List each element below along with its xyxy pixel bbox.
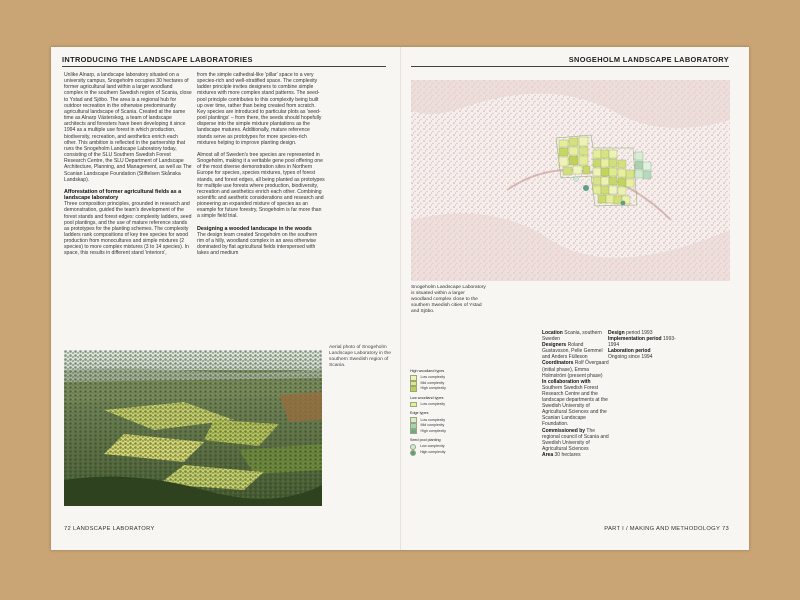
map-legend	[410, 369, 490, 459]
implementation-period-label: Implementation period	[608, 336, 662, 343]
legend-group-title: High woodland types	[410, 369, 445, 373]
legend-item-label: Low complexity	[420, 417, 446, 422]
collaboration-value: Southern Swedish Forest Research Centre and the landscape departments at the Swedish University of Agricultural Sciences and the Scanian Landscape Foundation.	[542, 384, 608, 428]
implementation-period-value: 1993-1994	[608, 336, 676, 349]
designers-label: Designers	[542, 342, 567, 349]
legend-group	[410, 438, 490, 455]
coordinators-label: Coordinators	[542, 360, 574, 367]
legend-item-label: Mid complexity	[420, 423, 445, 428]
left-page-footer: 72 LANDSCAPE LABORATORY	[64, 526, 155, 532]
area-value: 30 hectares	[554, 451, 581, 458]
header-rule-right	[411, 66, 729, 67]
project-periods	[608, 330, 678, 360]
page-fold	[400, 47, 401, 550]
site-map	[411, 80, 730, 281]
legend-item	[410, 386, 490, 392]
header-rule-left	[62, 66, 386, 67]
designers-value: Roland Gustavsson, Pelle Gemmel and Anders Fülleson	[542, 342, 603, 361]
text-column-1	[64, 72, 192, 263]
laboration-period-value: Ongoing since 1994	[608, 354, 653, 361]
text-column-2	[197, 72, 325, 256]
area-label: Area	[542, 451, 554, 458]
legend-item-label: Low complexity	[420, 402, 446, 407]
aerial-photo	[64, 350, 322, 506]
commissioned-label: Commissioned by	[542, 427, 586, 434]
legend-item-label: Low complexity	[420, 375, 446, 380]
right-page-header: SNOGEHOLM LANDSCAPE LABORATORY	[568, 55, 729, 64]
legend-group-title: Seed pool planting	[410, 438, 441, 443]
legend-item-label: Mid complexity	[420, 380, 445, 385]
book-spread	[51, 47, 749, 550]
project-credits	[542, 330, 612, 458]
paragraph: The design team created Snogeholm on the southern rim of a hilly, woodland complex in an area otherwise dominated by flat agricultural fields interspersed with lakes and medium	[197, 231, 318, 257]
location-label: Location	[542, 330, 563, 336]
design-period-label: Design	[608, 330, 625, 336]
collaboration-label: In collaboration with	[542, 378, 591, 385]
legend-circle-swatch	[410, 450, 416, 456]
coordinators-value: Rolf Övergaard (initial phase), Emma Holmström (present phase)	[542, 360, 609, 379]
map-caption: Snogeholm Landscape Laboratory is situated within a larger woodland complex close to the southern Swedish cities of Ystad and Sjöbo.	[411, 285, 486, 314]
legend-item-label: High complexity	[420, 386, 446, 391]
legend-group-title: Low woodland types	[410, 395, 444, 400]
legend-item	[410, 450, 490, 456]
legend-item-label: Low complexity	[420, 444, 445, 449]
right-page-footer: PART I / MAKING AND METHODOLOGY 73	[604, 526, 729, 532]
legend-swatch	[410, 402, 417, 408]
laboration-period-label: Laboration period	[608, 348, 651, 355]
legend-group	[410, 411, 490, 434]
left-page-header: INTRODUCING THE LANDSCAPE LABORATORIES	[62, 55, 253, 64]
legend-item-label: High complexity	[420, 450, 446, 455]
legend-group	[410, 369, 490, 392]
section-heading: Afforestation of former agricultural fields as a landscape laboratory	[64, 188, 182, 202]
legend-group-title: Edge types	[410, 411, 429, 416]
location-value: Scania, southern Sweden	[542, 330, 602, 343]
legend-item	[410, 402, 490, 408]
design-period-value: period 1993	[626, 330, 653, 336]
paragraph: Unlike Alnarp, a landscape laboratory situated on a university campus, Snogeholm occupies 30 hectares of former agricultural land within a larger woodland complex in the southern Swedish region of Scania, close to Ystad and Sjöbo. The area is a regional hub for outdoor recreation in the otherwise predominantly agricultural landscape of Scania. Created at the same time as Alnarp Västerskog, a team of landscape architects and foresters have been developing it since 1994 as a multiple use forest in which production, biodiversity, recreation, and aesthetics enrich each other. This ambition is reflected in the partnership that runs the Snogeholm Landscape Laboratory today, consisting of the SLU Southern Swedish Forest Research Centre, the SLU Department of Landscape Architecture, Planning, and Management, as well as The Scanian Landscape Foundation (Stiftelsen Skånska Landskap).	[64, 72, 192, 183]
legend-swatch	[410, 386, 417, 392]
legend-group	[410, 396, 490, 408]
paragraph: Three composition principles, grounded in research and demonstration, guided the team's development of the forest stands and forest edges: complexity ladders, seed pool plantings, and the use of mature reference stands as prototypes for the planting schemes. The complexity ladders rank compositions of key tree species for wood production from monocultures and simple mixtures (2 species) to more complex mixtures (3 to 14 species). In space, this results in different stand 'interiors',	[64, 201, 192, 257]
legend-swatch	[410, 429, 417, 435]
legend-item-label: High complexity	[420, 428, 446, 433]
paragraph: Almost all of Sweden's tree species are represented in Snogeholm, making it a veritable gene pool offering one of the most diverse demonstration sites in Northern Europe for species, species mixtures, types of forest stands, and forest edges, all being planted as prototypes for multiple use forests where production, biodiversity, recreation and aesthetics enrich each other. Combining scientific and aesthetic considerations and research and pioneering an expanded mixture of species as an example for future forestry, Snogeholm is far more than a simple field trial.	[197, 151, 325, 220]
photo-caption: Aerial photo of Snogeholm Landscape Laboratory in the southern Swedish region of Scania.	[329, 345, 391, 368]
section-heading: Designing a wooded landscape in the woods	[197, 225, 312, 232]
commissioned-value: The regional council of Scania and Swedish University of Agricultural Sciences	[542, 427, 609, 452]
paragraph: from the simple cathedral-like 'pillar' space to a very species-rich and well-stratified space. The complexity ladder principle invites designers to combine simple mixtures with more complex stand patterns. The seed-pool principle contributes to this complexity being built up over time, rather than being created from scratch. Key species are introduced to particular plots as 'seed-pool plantings' – from there, the seeds should hopefully disperse into the simple mixture plantations as the landscape matures. Additionally, mature reference stands serve as prototypes for more species-rich mixtures helping to improve planting design.	[197, 72, 322, 146]
legend-item	[410, 429, 490, 435]
